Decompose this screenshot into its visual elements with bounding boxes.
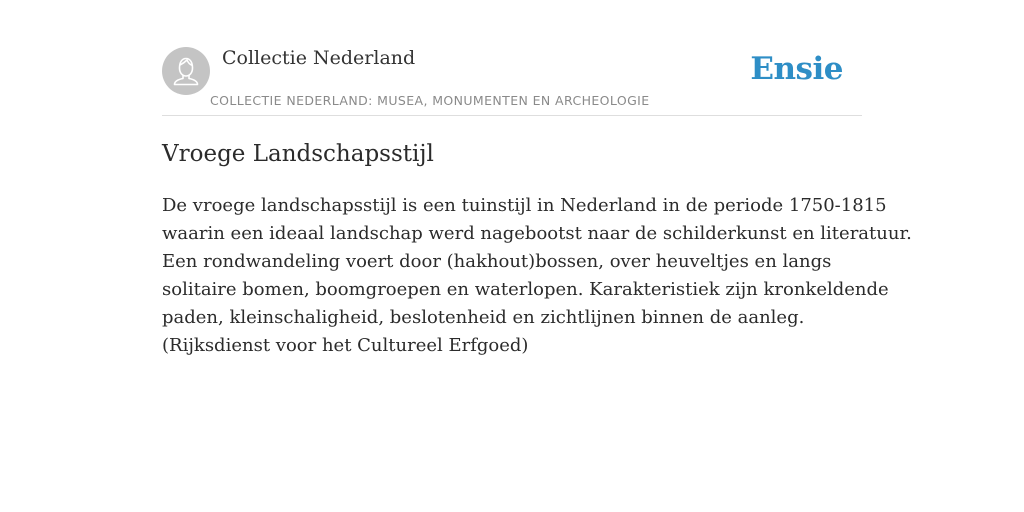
body-line: Een rondwandeling voert door (hakhout)bossen, over heuveltjes en langs [162,251,832,272]
article-title: Vroege Landschapsstijl [162,141,434,167]
definition-card [162,0,912,356]
ensie-logo[interactable]: Ensie [750,51,843,87]
body-line: paden, kleinschaligheid, beslotenheid en zichtlijnen binnen de aanleg. [162,307,805,328]
avatar[interactable] [162,47,210,95]
body-line: solitaire bomen, boomgroepen en waterlopen. Karakteristiek zijn kronkeldende [162,279,889,300]
author-name[interactable]: Collectie Nederland [222,47,416,69]
card-header [162,0,862,116]
article-body [162,192,912,360]
source-subtitle: COLLECTIE NEDERLAND: MUSEA, MONUMENTEN EN ARCHEOLOGIE [210,93,650,108]
body-line: waarin een ideaal landschap werd nagebootst naar de schilderkunst en literatuur. [162,223,912,244]
user-icon [162,47,210,95]
body-line: De vroege landschapsstijl is een tuinstijl in Nederland in de periode 1750-1815 [162,195,887,216]
body-line: (Rijksdienst voor het Cultureel Erfgoed) [162,335,529,356]
